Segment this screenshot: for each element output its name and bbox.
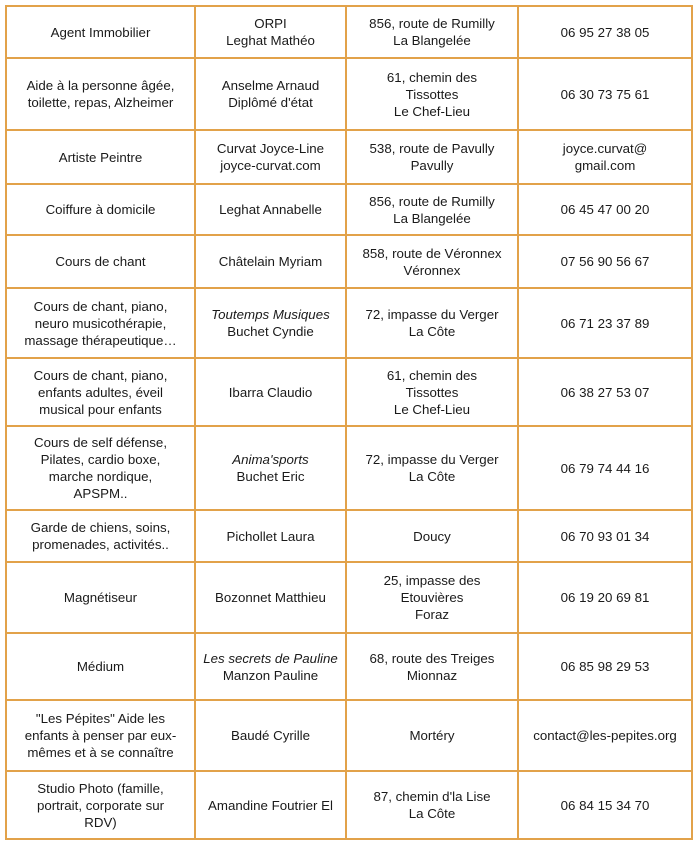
directory-table [5,5,693,840]
address-cell: 61, chemin des Tissottes Le Chef-Lieu [346,358,518,426]
table-row [6,426,692,510]
contact-cell: 06 71 23 37 89 [518,288,692,358]
table-row [6,358,692,426]
address-cell: 68, route des Treiges Mionnaz [346,633,518,700]
name-cell [195,235,346,288]
activity-cell: Garde de chiens, soins, promenades, activités.. [6,510,195,562]
activity-cell: Aide à la personne âgée, toilette, repas, Alzheimer [6,58,195,130]
address-cell: 858, route de Véronnex Véronnex [346,235,518,288]
person-name: Amandine Foutrier El [208,797,333,813]
contact-cell: 06 19 20 69 81 [518,562,692,633]
person-name: Ibarra Claudio [228,384,313,400]
address-cell: 856, route de Rumilly La Blangelée [346,184,518,235]
business-name: Anima'sports [232,452,309,467]
table-row [6,130,692,184]
activity-cell: Studio Photo (famille, portrait, corporate sur RDV) [6,771,195,839]
table-row [6,771,692,839]
activity-cell: Cours de chant [6,235,195,288]
contact-cell: 06 45 47 00 20 [518,184,692,235]
address-cell: 87, chemin d'la Lise La Côte [346,771,518,839]
contact-cell: 06 30 73 75 61 [518,58,692,130]
name-cell [195,633,346,700]
contact-cell: joyce.curvat@ gmail.com [518,130,692,184]
name-cell [195,562,346,633]
table-row [6,700,692,771]
address-cell: 72, impasse du Verger La Côte [346,426,518,510]
person-name: Anselme Arnaud Diplômé d'état [221,78,320,110]
person-name: Châtelain Myriam [218,254,323,269]
activity-cell: Magnétiseur [6,562,195,633]
contact-cell: 06 84 15 34 70 [518,771,692,839]
person-name: Buchet Cyndie [227,324,314,339]
activity-cell: "Les Pépites" Aide les enfants à penser par eux- mêmes et à se connaître [6,700,195,771]
table-row [6,58,692,130]
address-cell: Mortéry [346,700,518,771]
address-cell: 856, route de Rumilly La Blangelée [346,6,518,58]
table-row [6,288,692,358]
activity-cell: Agent Immobilier [6,6,195,58]
activity-cell: Médium [6,633,195,700]
address-cell: 61, chemin des Tissottes Le Chef-Lieu [346,58,518,130]
person-name: Buchet Eric [236,469,305,484]
name-cell [195,771,346,839]
name-cell [195,426,346,510]
name-cell [195,58,346,130]
business-name: Les secrets de Pauline [203,650,338,666]
person-name: Curvat Joyce-Line joyce-curvat.com [216,141,325,173]
contact-cell: 06 95 27 38 05 [518,6,692,58]
directory-table-body [6,6,692,839]
person-name: ORPI Leghat Mathéo [226,16,315,48]
address-cell: Doucy [346,510,518,562]
name-cell [195,288,346,358]
activity-cell: Artiste Peintre [6,130,195,184]
table-row [6,235,692,288]
name-cell [195,184,346,235]
name-cell [195,358,346,426]
contact-cell: 06 79 74 44 16 [518,426,692,510]
name-cell [195,700,346,771]
person-name: Manzon Pauline [222,667,319,683]
name-cell [195,510,346,562]
table-row [6,562,692,633]
person-name: Baudé Cyrille [230,728,311,743]
activity-cell: Cours de self défense, Pilates, cardio boxe, marche nordique, APSPM.. [6,426,195,510]
activity-cell: Cours de chant, piano, neuro musicothérapie, massage thérapeutique… [6,288,195,358]
contact-cell: 07 56 90 56 67 [518,235,692,288]
name-cell [195,130,346,184]
table-row [6,633,692,700]
contact-cell: 06 85 98 29 53 [518,633,692,700]
person-name: Pichollet Laura [226,528,315,544]
contact-cell: 06 38 27 53 07 [518,358,692,426]
person-name: Leghat Annabelle [219,202,322,217]
contact-cell: contact@les-pepites.org [518,700,692,771]
person-name: Bozonnet Matthieu [215,590,326,605]
table-row [6,6,692,58]
table-row [6,510,692,562]
contact-cell: 06 70 93 01 34 [518,510,692,562]
activity-cell: Cours de chant, piano, enfants adultes, éveil musical pour enfants [6,358,195,426]
table-row [6,184,692,235]
activity-cell: Coiffure à domicile [6,184,195,235]
address-cell: 538, route de Pavully Pavully [346,130,518,184]
address-cell: 72, impasse du Verger La Côte [346,288,518,358]
address-cell: 25, impasse des Etouvières Foraz [346,562,518,633]
name-cell [195,6,346,58]
business-name: Toutemps Musiques [211,307,330,322]
